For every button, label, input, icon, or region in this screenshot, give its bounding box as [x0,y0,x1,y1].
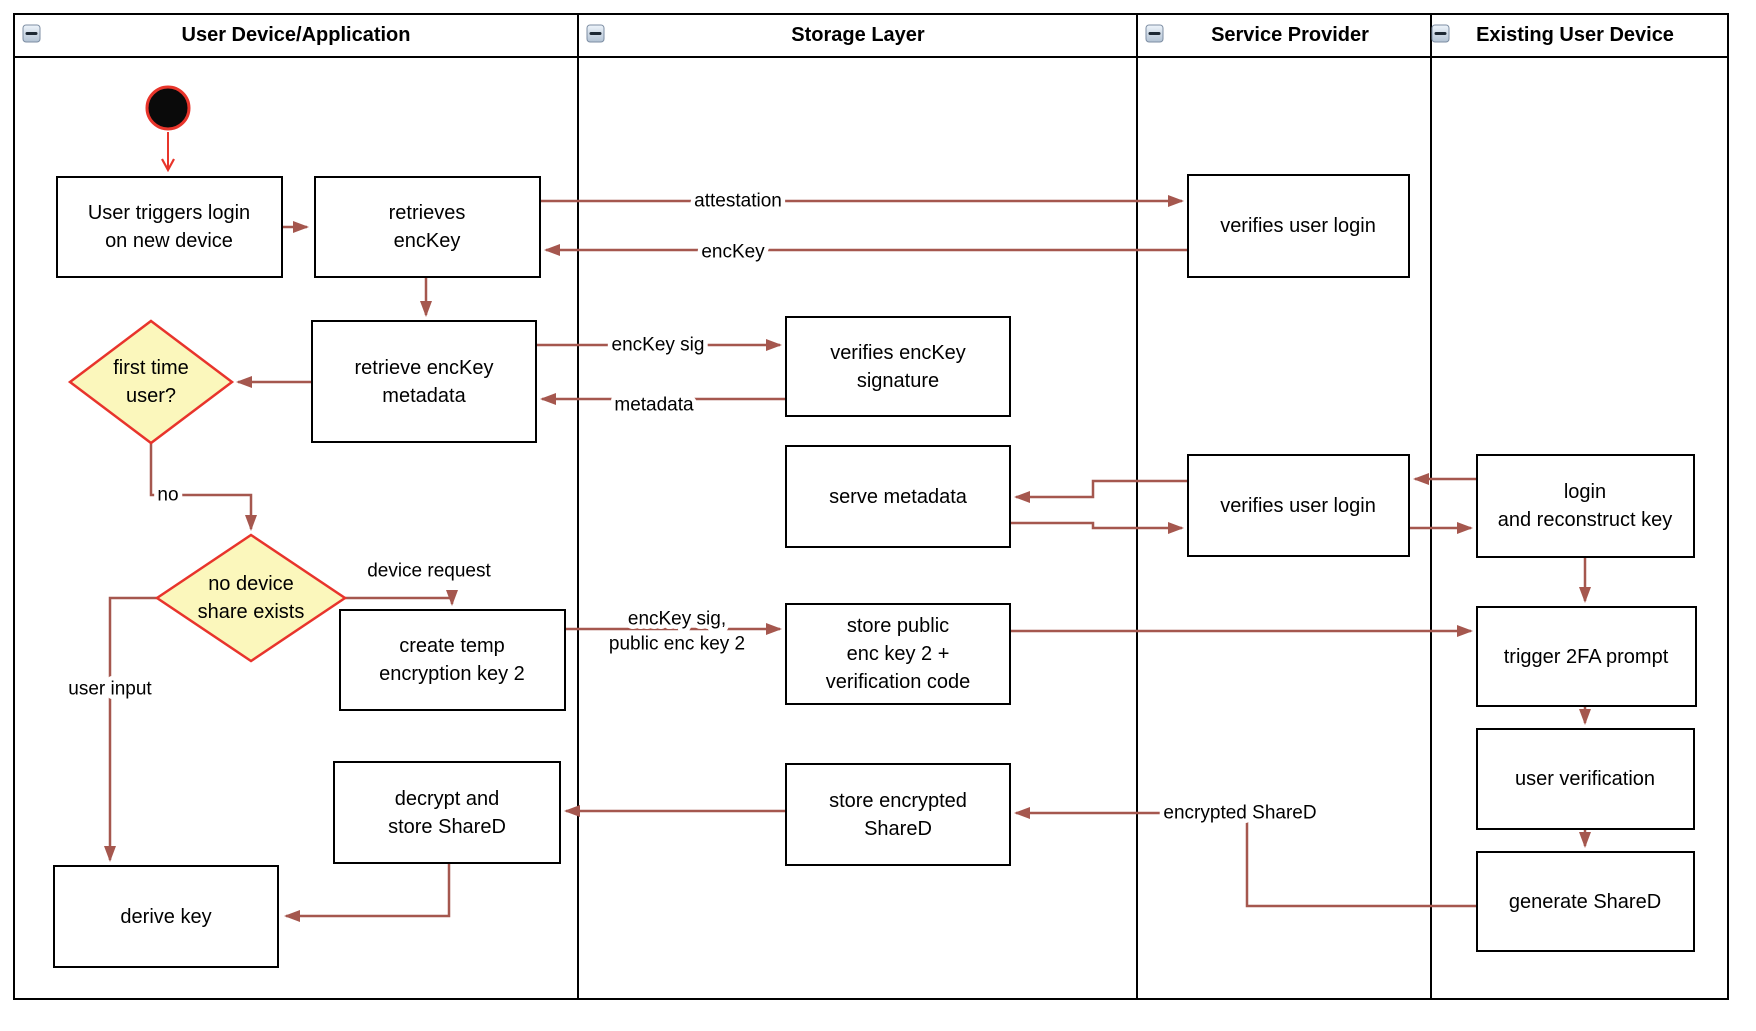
edge-decrypt-to-derive-key[interactable] [286,863,449,916]
collapse-icon[interactable] [1432,25,1449,42]
node-label-line: generate ShareD [1508,891,1662,913]
node-serve-metadata[interactable] [786,446,1010,547]
node-label-line: retrieves [388,202,466,224]
edge-serve-metadata-to-verifies-login[interactable] [1010,523,1182,528]
decision-first-time-user[interactable] [70,321,232,443]
node-label-line: derive key [120,906,212,928]
lane-header-existing-user-device [1432,24,1674,46]
node-label-line: decrypt and [394,788,500,810]
lane-header-storage-layer [587,24,925,46]
edge-label-enckey: encKey [701,241,765,263]
node-label-line: trigger 2FA prompt [1503,646,1669,668]
edge-label-user-input: user input [68,678,152,700]
node-label-line: and reconstruct key [1497,509,1673,531]
node-store-public-enc-key-2[interactable] [786,604,1010,704]
node-label-line: serve metadata [829,486,967,508]
edge-user-input[interactable] [110,598,157,860]
node-derive-key[interactable] [54,866,278,967]
lane-title: Storage Layer [791,24,925,46]
edge-label-enckey-sig-public-1: encKey sig, [627,608,727,630]
node-label-line: User triggers login [87,202,251,224]
edge-label-enckey-sig-public-2: public enc key 2 [608,633,746,655]
node-retrieve-enckey-metadata[interactable] [312,321,536,442]
collapse-icon[interactable] [587,25,604,42]
lane-header-service-provider [1146,24,1369,46]
node-verifies-user-login-top[interactable] [1188,175,1409,277]
edge-device-request[interactable] [345,598,452,604]
node-verifies-user-login-mid[interactable] [1188,455,1409,556]
collapse-icon[interactable] [1146,25,1163,42]
node-label-line: store ShareD [388,816,506,838]
node-user-triggers-login[interactable] [57,177,282,277]
node-store-encrypted-shared[interactable] [786,764,1010,865]
edge-verifies-login-to-serve-metadata[interactable] [1016,481,1188,497]
node-label-line: retrieve encKey [354,357,494,379]
node-label-line: encKey [393,230,461,252]
node-label-line: verifies encKey [830,342,966,364]
edge-label-metadata: metadata [614,394,694,416]
node-label-line: user verification [1514,768,1656,790]
node-label-line: ShareD [864,818,932,840]
edge-label-no: no [157,484,179,506]
node-decrypt-and-store-shared[interactable] [334,762,560,863]
node-trigger-2fa-prompt[interactable] [1477,607,1696,706]
node-label-line: no device [208,573,294,595]
edge-encrypted-shared[interactable] [1016,813,1477,906]
edge-labels [68,191,1316,824]
node-label-line: encryption key 2 [379,663,525,685]
node-label-line: enc key 2 + [846,643,950,665]
node-label-line: store encrypted [829,790,967,812]
node-label-line: on new device [105,230,233,252]
node-generate-shared[interactable] [1477,852,1694,951]
node-label-line: store public [846,615,950,637]
node-label-line: login [1563,481,1607,503]
node-retrieves-enckey[interactable] [315,177,540,277]
node-label-line: first time [113,357,189,379]
edge-label-encrypted-shared: encrypted ShareD [1163,802,1317,824]
node-login-and-reconstruct-key[interactable] [1477,455,1694,557]
lane-title: Existing User Device [1476,24,1674,46]
node-label-line: share exists [197,601,305,623]
edge-label-enckey-sig: encKey sig [611,334,705,356]
node-label-line: signature [856,370,940,392]
collapse-icon[interactable] [23,25,40,42]
edge-label-attestation: attestation [694,190,782,212]
node-create-temp-encryption-key-2[interactable] [340,610,565,710]
node-label-line: verifies user login [1220,495,1376,517]
lane-title: Service Provider [1211,24,1369,46]
lane-title: User Device/Application [181,24,411,46]
node-user-verification[interactable] [1477,729,1694,829]
edge-label-device-request: device request [367,560,491,582]
node-label-line: create temp [399,635,505,657]
node-label-line: user? [125,385,177,407]
node-label-line: verifies user login [1220,215,1376,237]
decision-no-device-share-exists[interactable] [157,535,345,661]
lane-header-user-device-application [23,24,410,46]
node-verifies-enckey-signature[interactable] [786,317,1010,416]
node-label-line: metadata [382,385,466,407]
node-label-line: verification code [825,671,971,693]
start-node[interactable] [147,87,189,129]
